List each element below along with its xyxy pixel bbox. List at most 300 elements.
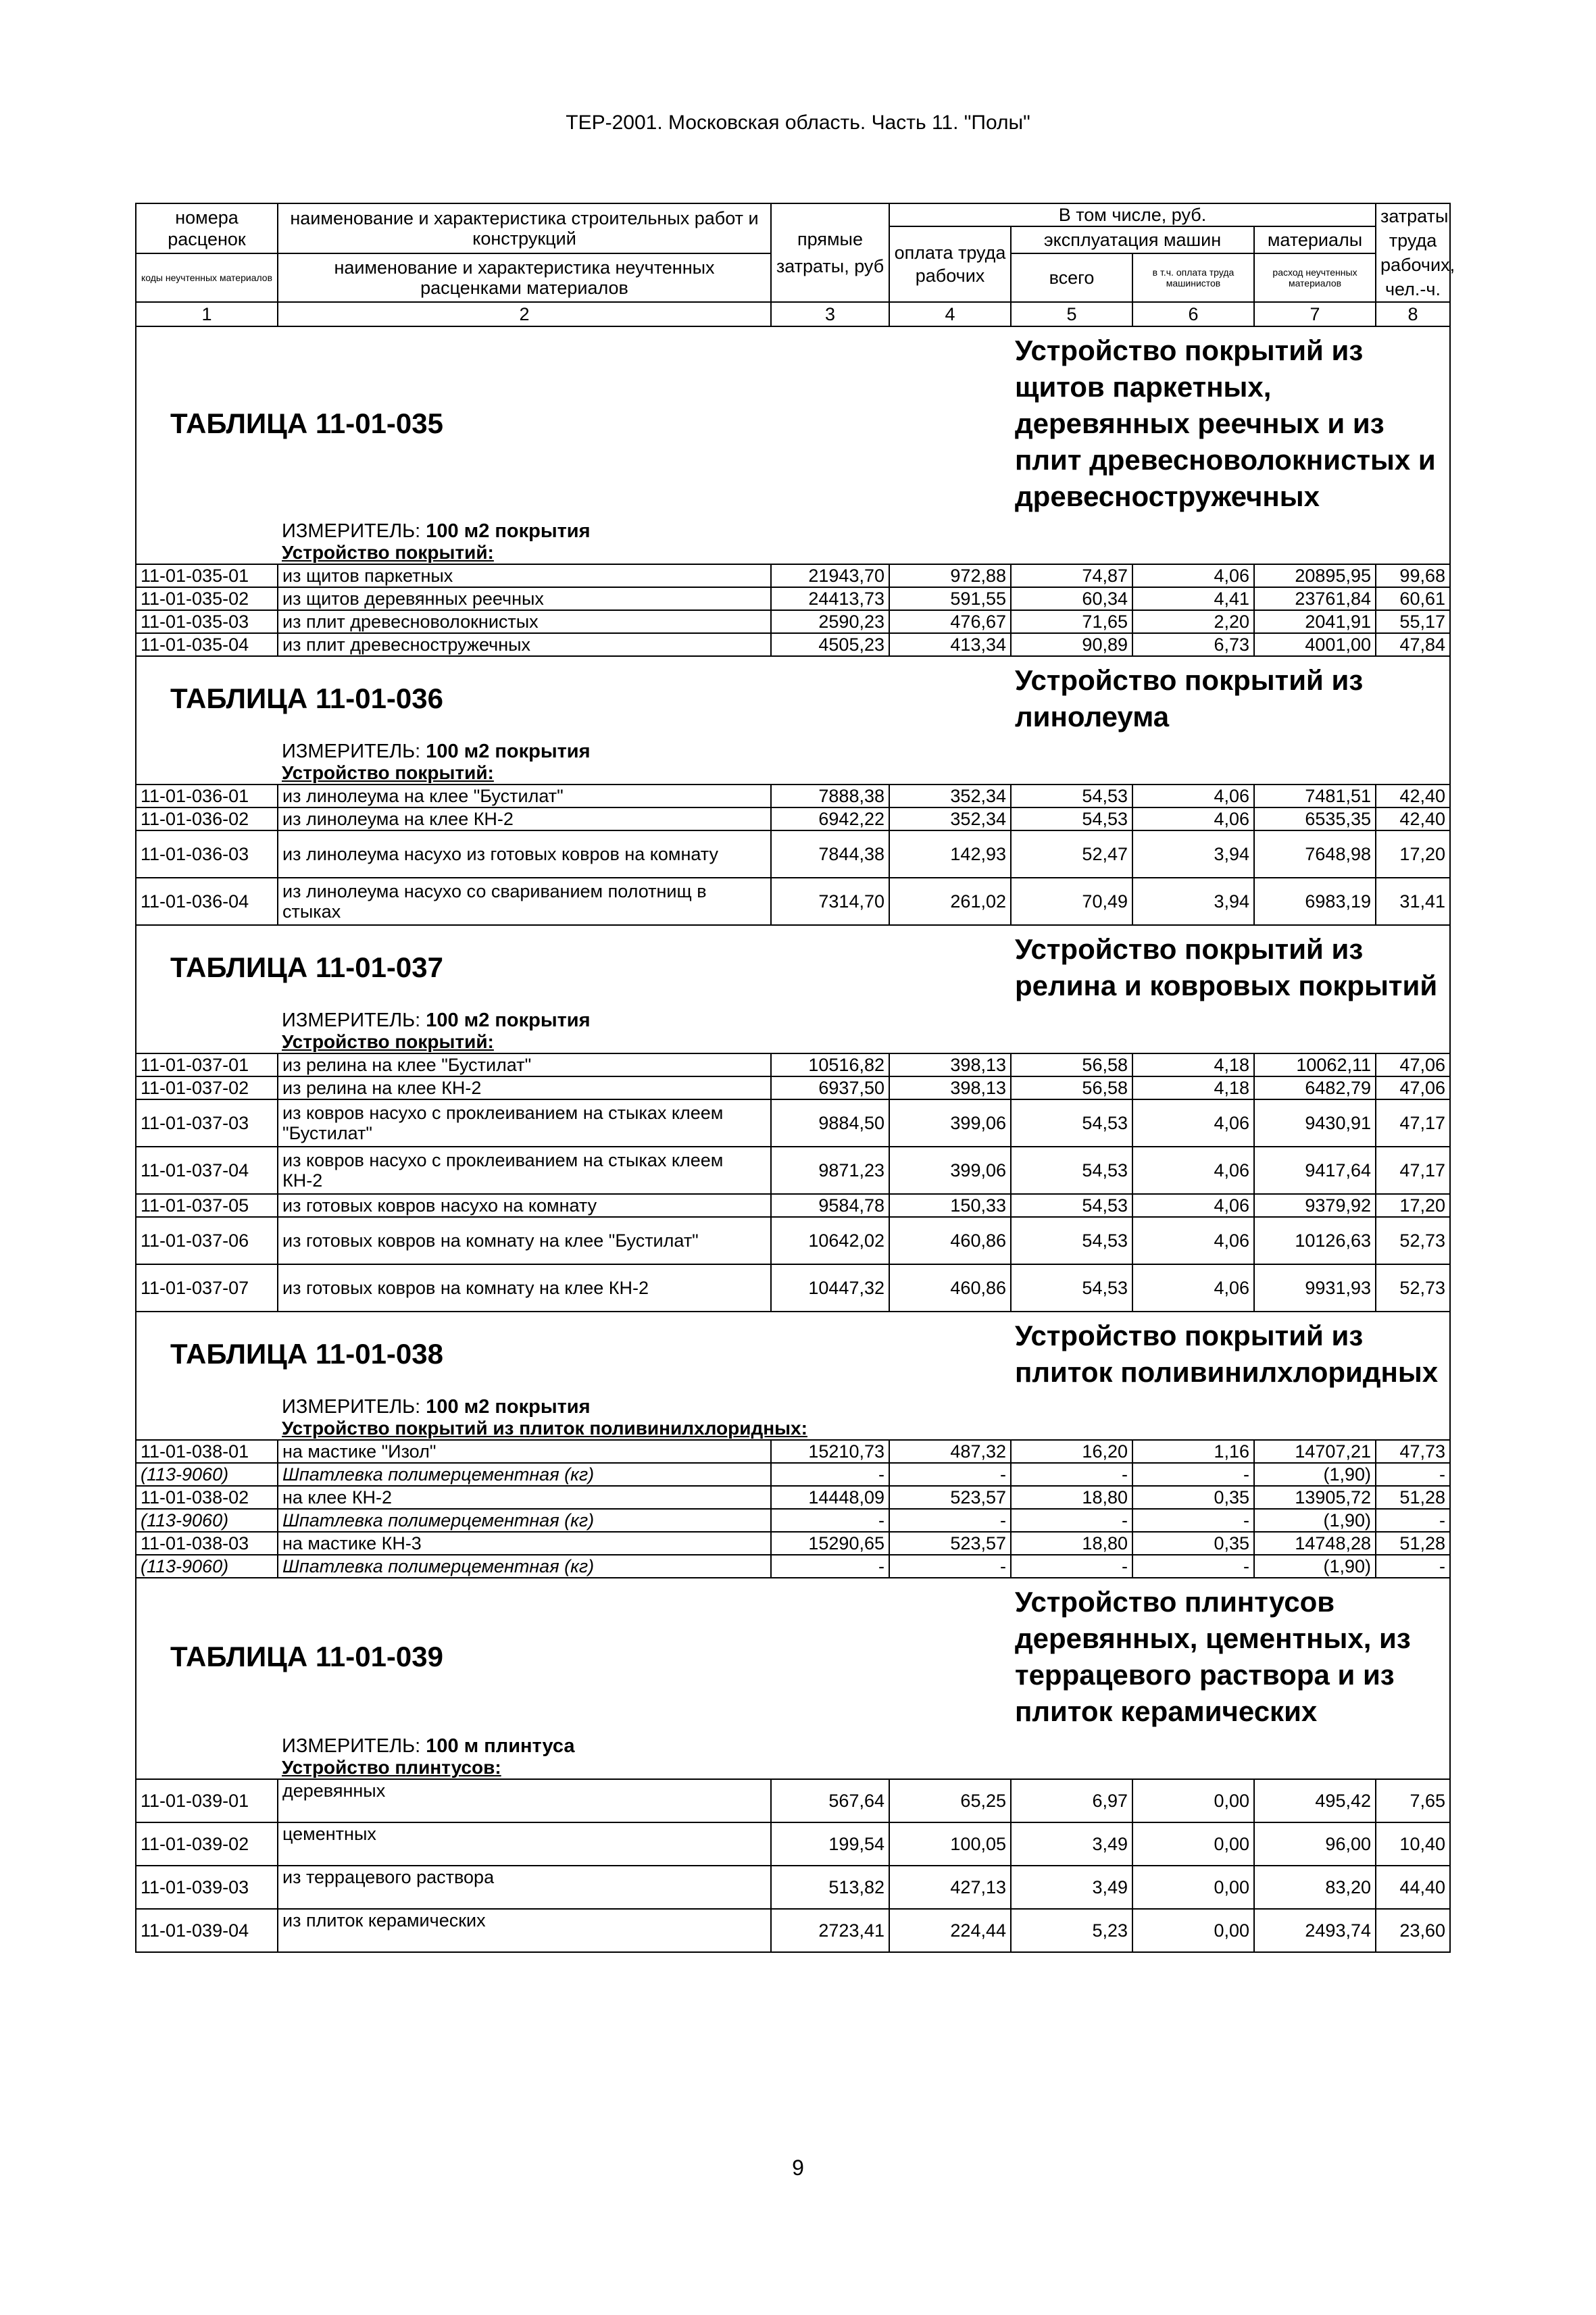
table-row [136, 1463, 1450, 1486]
rate-name: Шпатлевка полимерцементная (кг) [278, 1555, 771, 1578]
rate-code: (113-9060) [136, 1555, 278, 1578]
rate-value: 9430,91 [1254, 1099, 1376, 1147]
section-heading: Устройство покрытий из плиток поливинилхлоридных: [278, 1418, 1450, 1440]
table-description: Устройство покрытий из щитов паркетных, деревянных реечных и из плит древесноволокнистых и древесностружечных [1011, 326, 1450, 520]
table-row [136, 1509, 1450, 1532]
section-heading: Устройство покрытий: [278, 1031, 1450, 1053]
rate-value: 6535,35 [1254, 807, 1376, 830]
rate-name: Шпатлевка полимерцементная (кг) [278, 1509, 771, 1532]
rate-value: (1,90) [1254, 1463, 1376, 1486]
rate-name: из линолеума на клее КН-2 [278, 807, 771, 830]
rate-value: 567,64 [771, 1779, 889, 1822]
rate-value: - [1376, 1555, 1450, 1578]
rates-table-container [135, 203, 1455, 1953]
table-row [136, 1822, 1450, 1866]
rate-value: 17,20 [1376, 1194, 1450, 1217]
rate-value: 2590,23 [771, 610, 889, 633]
section-row [136, 1418, 1450, 1440]
table-row [136, 1532, 1450, 1555]
table-row [136, 785, 1450, 807]
table-row [136, 1866, 1450, 1909]
table-title: ТАБЛИЦА 11-01-038 [136, 1312, 1011, 1396]
rate-value: 18,80 [1011, 1532, 1132, 1555]
rate-value: 42,40 [1376, 807, 1450, 830]
section-row [136, 1757, 1450, 1779]
rate-value: 47,17 [1376, 1099, 1450, 1147]
rate-value: 0,00 [1132, 1779, 1254, 1822]
measure-row [136, 741, 1450, 762]
rate-value: 47,17 [1376, 1147, 1450, 1194]
rate-value: 13905,72 [1254, 1486, 1376, 1509]
rate-value: - [1132, 1463, 1254, 1486]
rate-value: 6983,19 [1254, 878, 1376, 925]
rate-value: 54,53 [1011, 1264, 1132, 1312]
rate-value: 7888,38 [771, 785, 889, 807]
rate-value: 54,53 [1011, 807, 1132, 830]
rate-name: из щитов паркетных [278, 564, 771, 587]
table-description: Устройство покрытий из релина и ковровых покрытий [1011, 925, 1450, 1010]
rate-value: 460,86 [889, 1264, 1011, 1312]
rate-value: 199,54 [771, 1822, 889, 1866]
rate-value: 2723,41 [771, 1909, 889, 1952]
measure-row [136, 1010, 1450, 1031]
table-row [136, 633, 1450, 656]
rate-value: 0,00 [1132, 1909, 1254, 1952]
column-number-8: 8 [1376, 302, 1450, 326]
rate-name: из релина на клее "Бустилат" [278, 1053, 771, 1076]
rate-name: из готовых ковров насухо на комнату [278, 1194, 771, 1217]
table-title: ТАБЛИЦА 11-01-037 [136, 925, 1011, 1010]
column-number-5: 5 [1011, 302, 1132, 326]
rate-value: 54,53 [1011, 1217, 1132, 1264]
rate-value: 17,20 [1376, 830, 1450, 878]
rate-name: Шпатлевка полимерцементная (кг) [278, 1463, 771, 1486]
section-row [136, 1031, 1450, 1053]
rate-value: 7844,38 [771, 830, 889, 878]
measure-spacer [136, 520, 278, 542]
rate-name: из линолеума насухо из готовых ковров на комнату [278, 830, 771, 878]
rate-name: из плиток керамических [278, 1909, 771, 1952]
rate-value: 14707,21 [1254, 1440, 1376, 1463]
rate-value: 4,06 [1132, 1099, 1254, 1147]
rate-value: 0,00 [1132, 1822, 1254, 1866]
rate-value: 15290,65 [771, 1532, 889, 1555]
rate-value: 14748,28 [1254, 1532, 1376, 1555]
measure-row [136, 520, 1450, 542]
rate-value: 2493,74 [1254, 1909, 1376, 1952]
measure-label: ИЗМЕРИТЕЛЬ: [282, 1735, 421, 1757]
table-row [136, 1194, 1450, 1217]
measure-cell [278, 1010, 1450, 1031]
rate-value: 3,49 [1011, 1866, 1132, 1909]
materials-header: материалы [1254, 226, 1376, 253]
column-number-6: 6 [1132, 302, 1254, 326]
rate-value: - [1376, 1509, 1450, 1532]
rate-name: из линолеума насухо со свариванием полотнищ в стыках [278, 878, 771, 925]
section-spacer [136, 1757, 278, 1779]
rate-value: 4,06 [1132, 1264, 1254, 1312]
rate-code: 11-01-037-04 [136, 1147, 278, 1194]
rate-value: 56,58 [1011, 1053, 1132, 1076]
measure-cell [278, 1735, 1450, 1757]
measure-spacer [136, 1735, 278, 1757]
rate-value: 399,06 [889, 1147, 1011, 1194]
rate-code: 11-01-036-03 [136, 830, 278, 878]
rate-value: 9584,78 [771, 1194, 889, 1217]
rate-value: 3,94 [1132, 830, 1254, 878]
col2-header-works: наименование и характеристика строительных работ и конструкций [278, 203, 771, 253]
rate-value: 4,06 [1132, 1147, 1254, 1194]
rate-code: 11-01-037-01 [136, 1053, 278, 1076]
table-row [136, 1779, 1450, 1822]
rate-value: 15210,73 [771, 1440, 889, 1463]
section-heading: Устройство покрытий: [278, 762, 1450, 785]
measure-row [136, 1735, 1450, 1757]
rate-value: 7314,70 [771, 878, 889, 925]
rate-value: 10062,11 [1254, 1053, 1376, 1076]
rate-value: 427,13 [889, 1866, 1011, 1909]
rate-value: 352,34 [889, 785, 1011, 807]
rate-value: 52,73 [1376, 1217, 1450, 1264]
rate-value: 47,06 [1376, 1053, 1450, 1076]
table-row [136, 878, 1450, 925]
section-row [136, 762, 1450, 785]
rate-value: 54,53 [1011, 1194, 1132, 1217]
rate-value: - [1376, 1463, 1450, 1486]
rate-name: из линолеума на клее "Бустилат" [278, 785, 771, 807]
table-title: ТАБЛИЦА 11-01-036 [136, 656, 1011, 741]
measure-label: ИЗМЕРИТЕЛЬ: [282, 1396, 421, 1418]
measure-label: ИЗМЕРИТЕЛЬ: [282, 1010, 421, 1031]
column-number-7: 7 [1254, 302, 1376, 326]
rate-value: 7648,98 [1254, 830, 1376, 878]
table-row [136, 1264, 1450, 1312]
table-row [136, 1053, 1450, 1076]
rate-value: 7481,51 [1254, 785, 1376, 807]
measure-value: 100 м2 покрытия [426, 1396, 591, 1418]
rate-value: 261,02 [889, 878, 1011, 925]
rate-value: 99,68 [1376, 564, 1450, 587]
rate-value: 65,25 [889, 1779, 1011, 1822]
measure-cell [278, 1396, 1450, 1418]
table-title-row [136, 656, 1450, 741]
rate-value: 9884,50 [771, 1099, 889, 1147]
rate-value: 352,34 [889, 807, 1011, 830]
rate-code: 11-01-038-02 [136, 1486, 278, 1509]
section-spacer [136, 1418, 278, 1440]
rate-value: 150,33 [889, 1194, 1011, 1217]
column-number-3: 3 [771, 302, 889, 326]
table-row [136, 1076, 1450, 1099]
rate-value: 0,35 [1132, 1532, 1254, 1555]
table-header [136, 203, 1455, 326]
table-row [136, 1486, 1450, 1509]
rate-value: 0,35 [1132, 1486, 1254, 1509]
rate-value: 14448,09 [771, 1486, 889, 1509]
rate-value: 6942,22 [771, 807, 889, 830]
rate-value: 1,16 [1132, 1440, 1254, 1463]
measure-cell [278, 741, 1450, 762]
table-description: Устройство покрытий из линолеума [1011, 656, 1450, 741]
table-title-row [136, 1578, 1450, 1735]
rate-name: из щитов деревянных реечных [278, 587, 771, 610]
rate-value: - [1011, 1463, 1132, 1486]
rate-value: 20895,95 [1254, 564, 1376, 587]
table-title-row [136, 925, 1450, 1010]
rate-value: - [1132, 1509, 1254, 1532]
rate-value: 224,44 [889, 1909, 1011, 1952]
rate-name: цементных [278, 1822, 771, 1866]
rate-value: 47,73 [1376, 1440, 1450, 1463]
rate-value: 399,06 [889, 1099, 1011, 1147]
rate-value: 495,42 [1254, 1779, 1376, 1822]
col5-header: всего [1011, 253, 1132, 302]
rate-name: из террацевого раствора [278, 1866, 771, 1909]
rate-name: деревянных [278, 1779, 771, 1822]
rate-value: 23,60 [1376, 1909, 1450, 1952]
measure-value: 100 м2 покрытия [426, 741, 591, 762]
table-row [136, 610, 1450, 633]
rate-code: (113-9060) [136, 1509, 278, 1532]
rate-value: - [771, 1509, 889, 1532]
rate-value: 9931,93 [1254, 1264, 1376, 1312]
rate-code: 11-01-039-02 [136, 1822, 278, 1866]
rate-value: 523,57 [889, 1532, 1011, 1555]
rate-value: 74,87 [1011, 564, 1132, 587]
rate-value: 2,20 [1132, 610, 1254, 633]
rate-value: 460,86 [889, 1217, 1011, 1264]
col8-header: затраты труда рабочих, чел.-ч. [1376, 203, 1450, 302]
col6-header: в т.ч. оплата труда машинистов [1132, 253, 1254, 302]
measure-label: ИЗМЕРИТЕЛЬ: [282, 520, 421, 542]
table-row [136, 1147, 1450, 1194]
rate-value: 10126,63 [1254, 1217, 1376, 1264]
rate-value: 21943,70 [771, 564, 889, 587]
rate-value: 60,61 [1376, 587, 1450, 610]
rate-code: 11-01-036-02 [136, 807, 278, 830]
rate-value: 9871,23 [771, 1147, 889, 1194]
rate-code: 11-01-036-04 [136, 878, 278, 925]
measure-cell [278, 520, 1450, 542]
rate-name: из релина на клее КН-2 [278, 1076, 771, 1099]
rate-value: 52,47 [1011, 830, 1132, 878]
rate-value: 2041,91 [1254, 610, 1376, 633]
rate-value: 4,06 [1132, 1194, 1254, 1217]
column-number-1: 1 [136, 302, 278, 326]
rate-name: на мастике "Изол" [278, 1440, 771, 1463]
rate-value: 60,34 [1011, 587, 1132, 610]
rate-value: 24413,73 [771, 587, 889, 610]
rate-code: 11-01-037-06 [136, 1217, 278, 1264]
measure-spacer [136, 1396, 278, 1418]
column-number-4: 4 [889, 302, 1011, 326]
rate-value: - [771, 1463, 889, 1486]
rate-value: - [1011, 1555, 1132, 1578]
rate-value: 9379,92 [1254, 1194, 1376, 1217]
rate-value: 6,97 [1011, 1779, 1132, 1822]
rates-table [135, 203, 1455, 1953]
rate-code: 11-01-037-05 [136, 1194, 278, 1217]
rate-code: 11-01-037-03 [136, 1099, 278, 1147]
rate-code: 11-01-039-03 [136, 1866, 278, 1909]
table-title: ТАБЛИЦА 11-01-035 [136, 326, 1011, 520]
rate-value: 6937,50 [771, 1076, 889, 1099]
rate-value: 476,67 [889, 610, 1011, 633]
measure-value: 100 м2 покрытия [426, 520, 591, 542]
table-title-row [136, 1312, 1450, 1396]
column-numbers-row [136, 302, 1450, 326]
table-row [136, 1555, 1450, 1578]
rate-value: 4,06 [1132, 1217, 1254, 1264]
rate-value: - [889, 1463, 1011, 1486]
rate-value: 3,49 [1011, 1822, 1132, 1866]
tables-body [136, 326, 1450, 1952]
section-row [136, 542, 1450, 564]
table-title: ТАБЛИЦА 11-01-039 [136, 1578, 1011, 1735]
page-header: ТЕР-2001. Московская область. Часть 11. "Полы" [566, 111, 1030, 134]
rate-value: 31,41 [1376, 878, 1450, 925]
col7-header: расход неучтенных материалов [1254, 253, 1376, 302]
table-row [136, 1217, 1450, 1264]
table-row [136, 1909, 1450, 1952]
table-description: Устройство плинтусов деревянных, цементных, из террацевого раствора и из плиток керамических [1011, 1578, 1450, 1735]
rate-value: 54,53 [1011, 1147, 1132, 1194]
rate-value: - [1132, 1555, 1254, 1578]
rate-value: 398,13 [889, 1053, 1011, 1076]
measure-row [136, 1396, 1450, 1418]
group-header: В том числе, руб. [889, 203, 1376, 226]
section-spacer [136, 542, 278, 564]
rate-value: 0,00 [1132, 1866, 1254, 1909]
rate-code: 11-01-036-01 [136, 785, 278, 807]
rate-value: 6,73 [1132, 633, 1254, 656]
table-row [136, 564, 1450, 587]
rate-value: (1,90) [1254, 1555, 1376, 1578]
rate-value: 16,20 [1011, 1440, 1132, 1463]
rate-code: 11-01-039-01 [136, 1779, 278, 1822]
measure-value: 100 м плинтуса [426, 1735, 575, 1757]
rate-name: из плит древесностружечных [278, 633, 771, 656]
rate-name: из ковров насухо с проклеиванием на стыках клеем "Бустилат" [278, 1099, 771, 1147]
rate-value: 7,65 [1376, 1779, 1450, 1822]
rate-code: 11-01-038-03 [136, 1532, 278, 1555]
rate-value: 55,17 [1376, 610, 1450, 633]
rate-value: 4505,23 [771, 633, 889, 656]
rate-code: 11-01-039-04 [136, 1909, 278, 1952]
col2-header-materials: наименование и характеристика неучтенных расценками материалов [278, 253, 771, 302]
rate-name: из плит древесноволокнистых [278, 610, 771, 633]
section-spacer [136, 762, 278, 785]
rate-value: 4,18 [1132, 1053, 1254, 1076]
rate-code: 11-01-035-02 [136, 587, 278, 610]
section-spacer [136, 1031, 278, 1053]
rate-code: 11-01-038-01 [136, 1440, 278, 1463]
rate-value: 413,34 [889, 633, 1011, 656]
rate-value: 4,06 [1132, 807, 1254, 830]
rate-value: 9417,64 [1254, 1147, 1376, 1194]
section-heading: Устройство плинтусов: [278, 1757, 1450, 1779]
rate-code: 11-01-037-07 [136, 1264, 278, 1312]
table-title-row [136, 326, 1450, 520]
rate-value: 54,53 [1011, 1099, 1132, 1147]
rate-value: 4,06 [1132, 785, 1254, 807]
measure-spacer [136, 741, 278, 762]
rate-value: 90,89 [1011, 633, 1132, 656]
rate-value: 52,73 [1376, 1264, 1450, 1312]
measure-value: 100 м2 покрытия [426, 1010, 591, 1031]
col3-header: прямые затраты, руб [771, 203, 889, 302]
rate-value: - [1011, 1509, 1132, 1532]
rate-value: 51,28 [1376, 1532, 1450, 1555]
rate-value: (1,90) [1254, 1509, 1376, 1532]
rate-value: 3,94 [1132, 878, 1254, 925]
rate-name: из ковров насухо с проклеиванием на стыках клеем КН-2 [278, 1147, 771, 1194]
page-number: 9 [792, 2156, 804, 2180]
rate-value: 42,40 [1376, 785, 1450, 807]
rate-value: 4,41 [1132, 587, 1254, 610]
rate-value: 96,00 [1254, 1822, 1376, 1866]
rate-value: 398,13 [889, 1076, 1011, 1099]
rate-value: 591,55 [889, 587, 1011, 610]
rate-code: 11-01-035-04 [136, 633, 278, 656]
rate-value: - [889, 1509, 1011, 1532]
rate-value: 6482,79 [1254, 1076, 1376, 1099]
rate-name: из готовых ковров на комнату на клее "Бустилат" [278, 1217, 771, 1264]
rate-value: 71,65 [1011, 610, 1132, 633]
rate-value: 142,93 [889, 830, 1011, 878]
rate-value: 23761,84 [1254, 587, 1376, 610]
rate-value: 51,28 [1376, 1486, 1450, 1509]
rate-value: 4,06 [1132, 564, 1254, 587]
rate-value: 5,23 [1011, 1909, 1132, 1952]
rate-code: 11-01-037-02 [136, 1076, 278, 1099]
rate-value: 972,88 [889, 564, 1011, 587]
table-description: Устройство покрытий из плиток поливинилхлоридных [1011, 1312, 1450, 1396]
rate-value: 83,20 [1254, 1866, 1376, 1909]
measure-label: ИЗМЕРИТЕЛЬ: [282, 741, 421, 762]
rate-value: 487,32 [889, 1440, 1011, 1463]
rate-value: 47,84 [1376, 633, 1450, 656]
rate-value: - [889, 1555, 1011, 1578]
rate-value: 100,05 [889, 1822, 1011, 1866]
rate-value: 70,49 [1011, 878, 1132, 925]
rate-value: 523,57 [889, 1486, 1011, 1509]
col4-header: оплата труда рабочих [889, 226, 1011, 302]
rate-value: 10516,82 [771, 1053, 889, 1076]
rate-value: 513,82 [771, 1866, 889, 1909]
rate-value: 47,06 [1376, 1076, 1450, 1099]
rate-value: 10642,02 [771, 1217, 889, 1264]
rate-name: на мастике КН-3 [278, 1532, 771, 1555]
rate-value: 56,58 [1011, 1076, 1132, 1099]
table-row [136, 807, 1450, 830]
measure-spacer [136, 1010, 278, 1031]
rate-value: 18,80 [1011, 1486, 1132, 1509]
table-row [136, 1440, 1450, 1463]
column-number-2: 2 [278, 302, 771, 326]
table-row [136, 1099, 1450, 1147]
rate-code: 11-01-035-01 [136, 564, 278, 587]
rate-code: 11-01-035-03 [136, 610, 278, 633]
rate-code: (113-9060) [136, 1463, 278, 1486]
section-heading: Устройство покрытий: [278, 542, 1450, 564]
table-row [136, 830, 1450, 878]
machines-header: эксплуатация машин [1011, 226, 1254, 253]
rate-value: - [771, 1555, 889, 1578]
rate-value: 44,40 [1376, 1866, 1450, 1909]
rate-value: 4,18 [1132, 1076, 1254, 1099]
table-row [136, 587, 1450, 610]
